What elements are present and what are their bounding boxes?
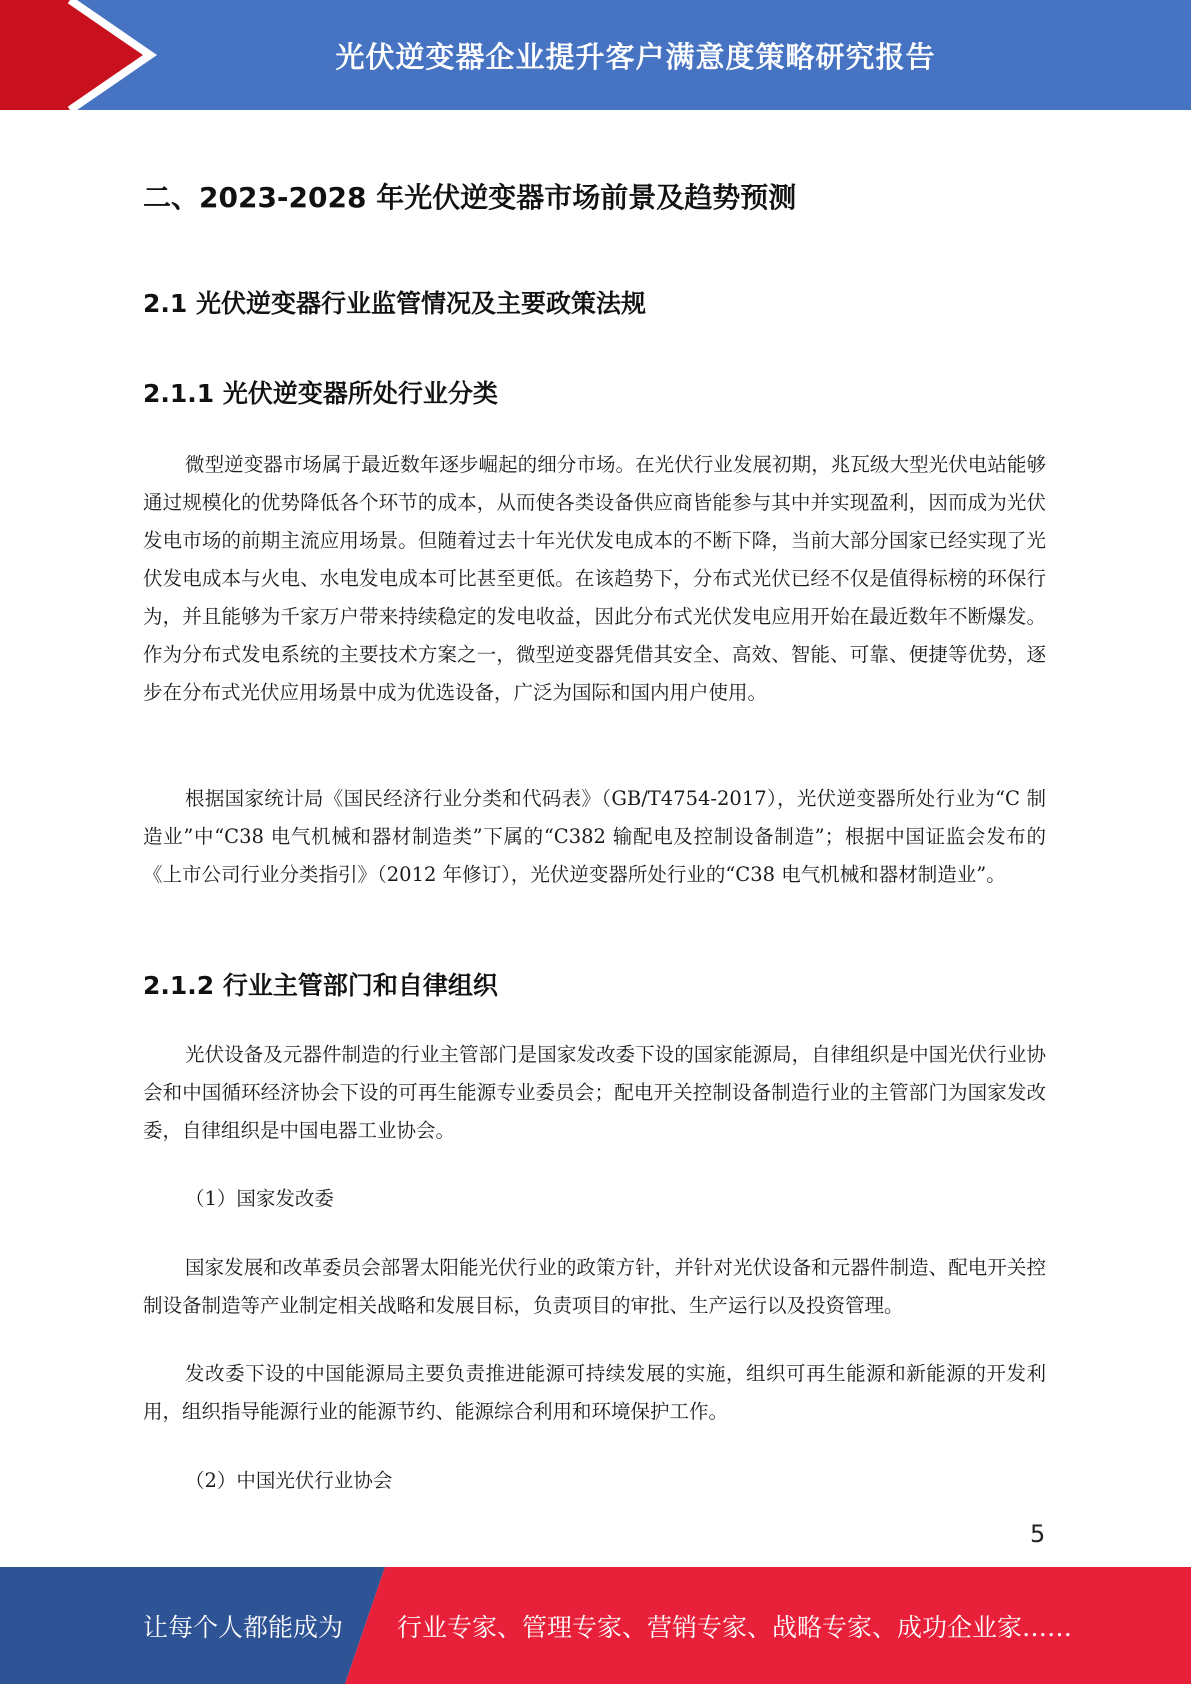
paragraph-ndrc-duties: 国家发展和改革委员会部署太阳能光伏行业的政策方针，并针对光伏设备和元器件制造、配电开关控制设备制造等产业制定相关战略和发展目标，负责项目的审批、生产运行以及投资管理。 [143, 1256, 1046, 1317]
paragraph-regulators-intro: 光伏设备及元器件制造的行业主管部门是国家发改委下设的国家能源局，自律组织是中国光伏行业协会和中国循环经济协会下设的可再生能源专业委员会；配电开关控制设备制造行业的主管部门为国家发改委，自律组织是中国电器工业协会。 [143, 1043, 1046, 1142]
list-item-pv-association: （2）中国光伏行业协会 [185, 1469, 393, 1492]
report-title: 光伏逆变器企业提升客户满意度策略研究报告 [335, 39, 936, 74]
page-number: 5 [1030, 1520, 1046, 1548]
paragraph-microinverter-market: 微型逆变器市场属于最近数年逐步崛起的细分市场。在光伏行业发展初期，兆瓦级大型光伏电站能够通过规模化的优势降低各个环节的成本，从而使各类设备供应商皆能参与其中并实现盈利，因而成为光伏发电市场的前期主流应用场景。但随着过去十年光伏发电成本的不断下降，当前大部分国家已经实现了光伏发电成本与火电、水电发电成本可比甚至更低。在该趋势下，分布式光伏已经不仅是值得标榜的环保行为，并且能够为千家万户带来持续稳定的发电收益，因此分布式光伏发电应用开始在最近数年不断爆发。作为分布式发电系统的主要技术方案之一，微型逆变器凭借其安全、高效、智能、可靠、便捷等优势，逐步在分布式光伏应用场景中成为优选设备，广泛为国际和国内用户使用。 [143, 453, 1046, 704]
subsection-heading: 2.1 光伏逆变器行业监管情况及主要政策法规 [143, 289, 646, 318]
list-item-ndrc: （1）国家发改委 [185, 1187, 334, 1210]
paragraph-energy-bureau: 发改委下设的中国能源局主要负责推进能源可持续发展的实施，组织可再生能源和新能源的开发利用，组织指导能源行业的能源节约、能源综合利用和环境保护工作。 [143, 1362, 1046, 1423]
footer-slogan-left: 让每个人都能成为 [143, 1612, 344, 1642]
subsubsection-heading-2-1-1: 2.1.1 光伏逆变器所处行业分类 [143, 379, 498, 408]
section-heading: 二、2023-2028 年光伏逆变器市场前景及趋势预测 [143, 181, 797, 214]
footer-slogan-right: 行业专家、管理专家、营销专家、战略专家、成功企业家…… [397, 1612, 1073, 1642]
paragraph-industry-classification: 根据国家统计局《国民经济行业分类和代码表》（GB/T4754-2017），光伏逆变器所处行业为“C 制造业”中“C38 电气机械和器材制造类”下属的“C382 输配电及控制设备制造”；根据中国证监会发布的《上市公司行业分类指引》（2012 年修订），光伏逆变器所处行业的“C38 电气机械和器材制造业”。 [143, 787, 1046, 886]
subsubsection-heading-2-1-2: 2.1.2 行业主管部门和自律组织 [143, 971, 498, 1000]
footer-band [0, 1567, 1191, 1684]
header-band [0, 0, 1191, 110]
